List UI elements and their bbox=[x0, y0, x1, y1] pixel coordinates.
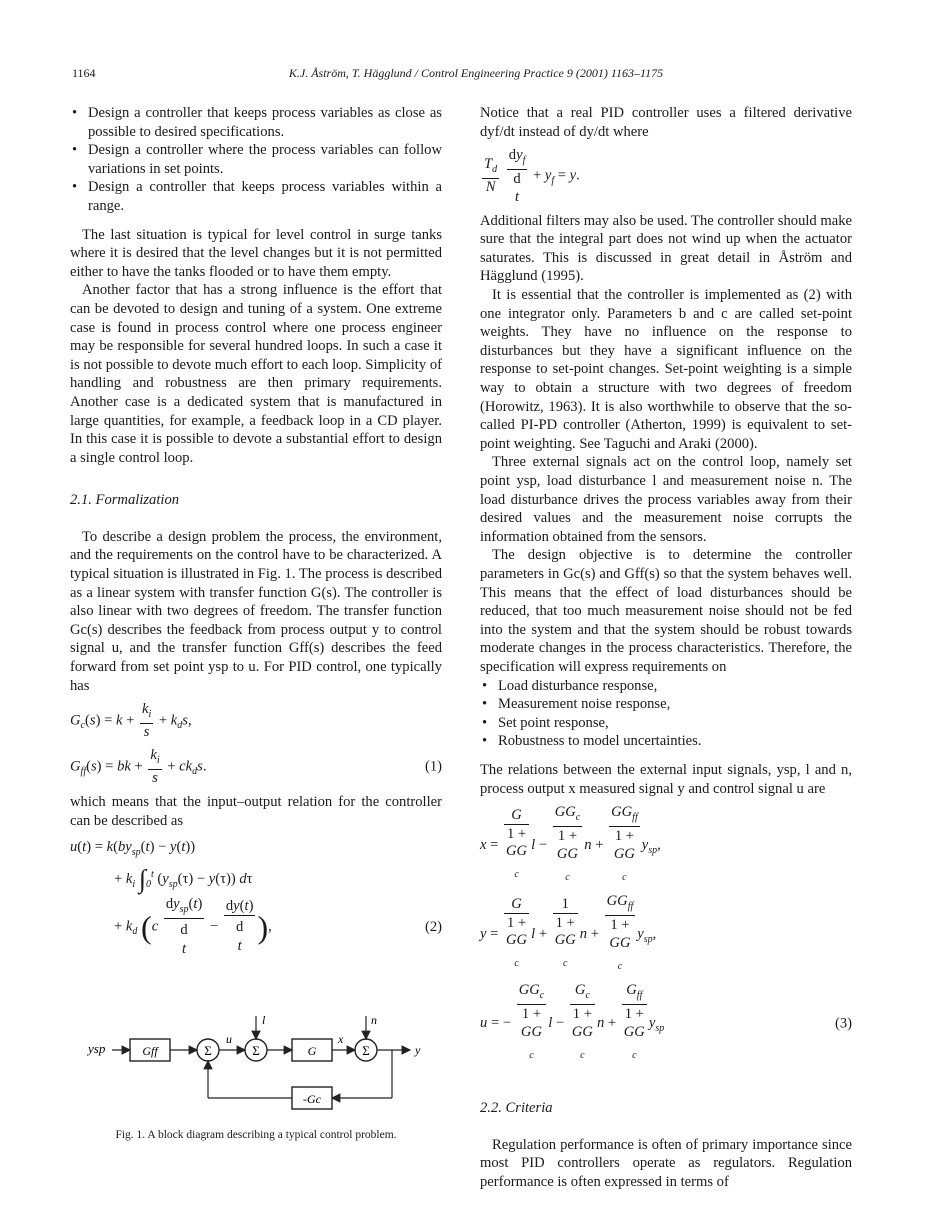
l-label: l bbox=[262, 1013, 266, 1027]
page-number: 1164 bbox=[72, 66, 96, 80]
y-label: y bbox=[415, 1043, 421, 1057]
sum-symbol: Σ bbox=[204, 1043, 212, 1058]
block-diagram bbox=[70, 1010, 442, 1120]
design-goals-list bbox=[70, 104, 442, 216]
list-item: • Load disturbance response, bbox=[480, 677, 852, 696]
requirements-list bbox=[480, 677, 852, 751]
ysp-label: ysp bbox=[88, 1041, 106, 1056]
list-item: • Design a controller where the process variables can follow variations in set points. bbox=[70, 141, 442, 178]
figure-caption: Fig. 1. A block diagram describing a typical control problem. bbox=[115, 1129, 397, 1141]
list-item: • Design a controller that keeps process variables as close as possible to desired specifications. bbox=[70, 104, 442, 141]
u-label: u bbox=[226, 1032, 232, 1046]
equation-controller: $u(t) = k(by_{sp}(t) - y(t))$ + $k_i$ $\int_0^t$ $(y_{sp}(\tau) - y(\tau))$ dτ + $k_d$ (c $dy_{sp}(t)$ d t − dy(t) d t ), (2) bbox=[70, 839, 442, 957]
paragraph: Additional filters may also be used. The controller should make sure that the integral part does not wind up when the actuator saturates. This is discussed in great detail in Åström and Hägglund (1995). bbox=[480, 212, 852, 285]
right-column bbox=[480, 104, 852, 1191]
list-item: • Robustness to model uncertainties. bbox=[480, 732, 852, 751]
paragraph: Three external signals act on the control loop, namely set point ysp, load disturbance l and measurement noise n. The load disturbance drives the process variables away from their desired values and the measurement noise corrupts the information obtained from the sensors. bbox=[480, 454, 852, 545]
paragraph: To describe a design problem the process, the environment, and the requirements on the control have to be characterized. A typical situation is illustrated in Fig. 1. The process is described as a linear system with transfer function G(s). The controller is also linear with two degrees of freedom. The transfer function Gc(s) describes the feedback from process output y to control signal u, and the transfer function Gff(s) describes the feed forward from set point ysp to u. For PID control, one typically has bbox=[70, 528, 442, 694]
equation-gc: $G_c(s) = k$ + $\frac{k_i}{s}$ + $k_ds$, bbox=[70, 701, 192, 741]
section-heading: 2.2. Criteria bbox=[480, 1100, 553, 1117]
equation-number: (3) bbox=[834, 1015, 852, 1032]
gff-label: Gff bbox=[142, 1044, 158, 1058]
x-label: x bbox=[338, 1032, 344, 1046]
equation-u: u = − $GG_c$ 1 + GG $_c$l − $G_c$ 1 + GG $_c$n + $G_{ff}$ 1 + GG $_cy_{sp}$ (3) bbox=[480, 982, 852, 1061]
running-header: K.J. Åström, T. Hägglund / Control Engineering Practice 9 (2001) 1163–1175 bbox=[288, 66, 664, 80]
equation-gff: $G_{ff}(s)$ = bk + $\frac{k_i}{s}$ + $ck_ds$. (1) bbox=[70, 747, 442, 787]
sum-symbol: Σ bbox=[362, 1043, 370, 1058]
section-heading: 2.1. Formalization bbox=[70, 492, 180, 509]
paragraph: Regulation performance is often of primary importance since most PID controllers operate as regulators. Regulation performance is often expressed in terms of bbox=[480, 1136, 852, 1190]
equation-filter: $\frac{T_d}{N}$ $dy_f$ d t + $y_f = y$. bbox=[484, 147, 580, 205]
paragraph: The last situation is typical for level control in surge tanks where it is desired that the level changes but it is not permitted either to have the tanks flooded or to have them empty. bbox=[70, 226, 442, 280]
equation-number: (2) bbox=[424, 918, 442, 935]
n-label: n bbox=[371, 1013, 377, 1027]
equation-number: (1) bbox=[424, 758, 442, 775]
figure-block-diagram bbox=[70, 1010, 442, 1141]
left-column bbox=[70, 104, 442, 964]
g-label: G bbox=[307, 1044, 317, 1058]
paragraph: Notice that a real PID controller uses a filtered derivative dyf/dt instead of dy/dt where bbox=[480, 105, 852, 140]
paragraph: The design objective is to determine the controller parameters in Gc(s) and Gff(s) so that the system behaves well. This means that the effect of load disturbances should be reduced, that too much measurement noise should not be fed into the system and that the system should be robust towards moderate changes in the process characteristics. Therefore, the specification will express requirements on bbox=[480, 547, 852, 675]
equation-x: x = G 1 + GG $_c$l − $GG_c$ 1 + GG $_c$n + $GG_{ff}$ 1 + GG $_cy_{sp}$, bbox=[480, 804, 661, 883]
list-item: • Set point response, bbox=[480, 714, 852, 733]
paragraph: Another factor that has a strong influence is the effort that can be devoted to design and tuning of a system. One extreme case is found in process control where one process engineer may be responsible for several hundred loops. In such a case it is not possible to devote much effort to each loop. Simplicity of handling and robustness are then primary requirements. Another case is a dedicated system that is manufactured in large quantities, for example, a feedback loop in a CD player. In this case it is possible to devote a substantial effort to design a single control loop. bbox=[70, 282, 442, 466]
sum-symbol: Σ bbox=[252, 1043, 260, 1058]
paragraph: The relations between the external input signals, ysp, l and n, process output x measured signal y and control signal u are bbox=[480, 761, 852, 797]
list-item: • Design a controller that keeps process variables within a range. bbox=[70, 178, 442, 215]
equation-y: y = G 1 + GG $_c$l + 1 1 + GG $_c$n + $GG_{ff}$ 1 + GG $_cy_{sp}$, bbox=[480, 893, 657, 972]
list-item: • Measurement noise response, bbox=[480, 695, 852, 714]
paragraph: It is essential that the controller is implemented as (2) with one integrator only. Parameters b and c are called set-point weights. They have no influence on the response to disturbances but they have a significant influence on the response to set-point changes. Set-point weighting is a simple way to obtain a structure with two degrees of freedom (Horowitz, 1963). It is also worthwhile to observe that the so-called PI-PD controller (Atherton, 1999) is equivalent to set-point weighting. See Taguchi and Araki (2000). bbox=[480, 287, 852, 452]
gc-label: -Gc bbox=[303, 1092, 321, 1106]
paragraph: which means that the input–output relation for the controller can be described as bbox=[70, 794, 442, 829]
